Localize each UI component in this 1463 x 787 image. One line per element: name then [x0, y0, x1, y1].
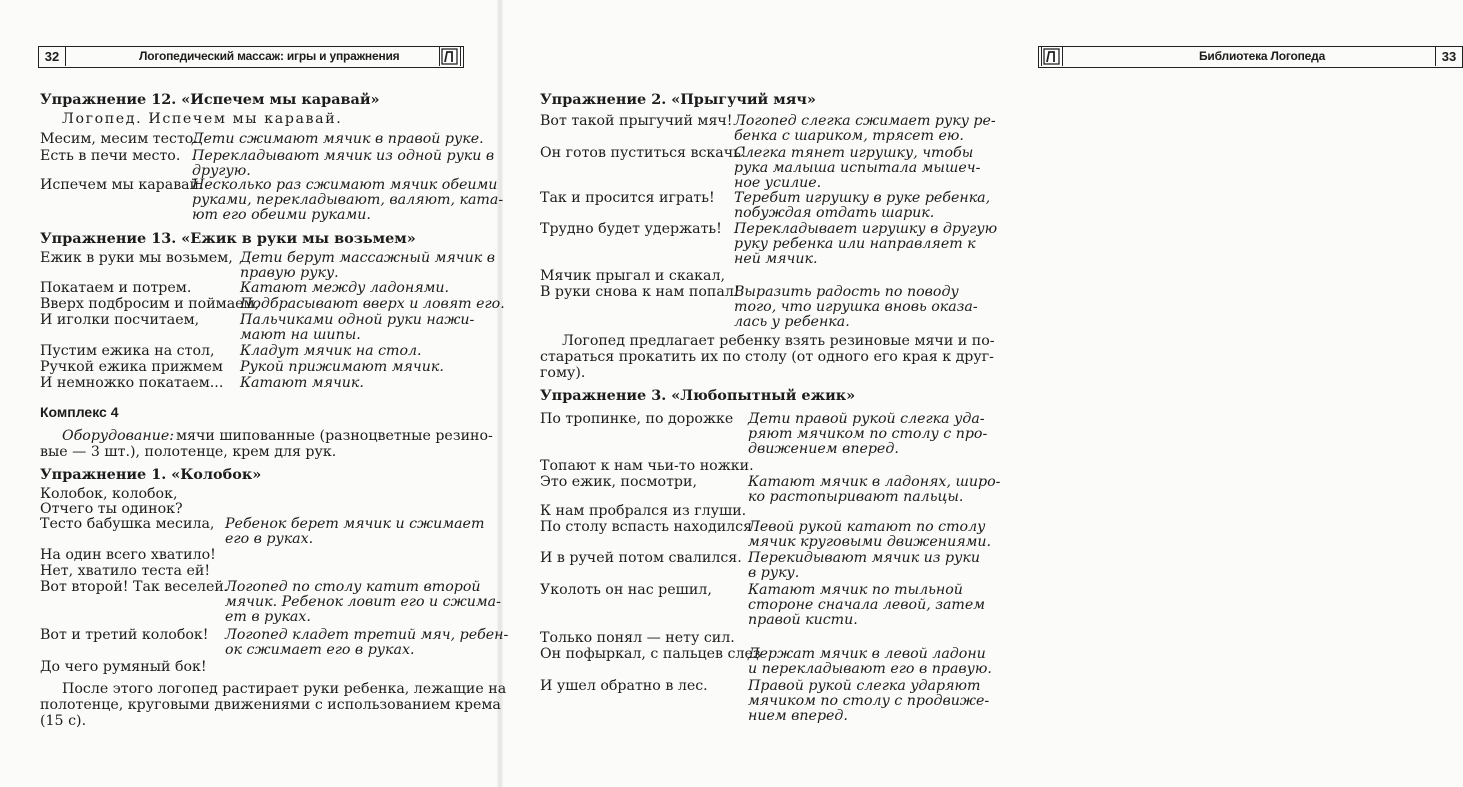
- action-line: Дети правой рукой слегка уда-: [748, 411, 985, 427]
- verse-line: Топают к нам чьи-то ножки.: [540, 458, 754, 474]
- action-line: мячик круговыми движениями.: [748, 534, 992, 550]
- action-line: движением вперед.: [748, 441, 899, 457]
- verse-line: Месим, месим тесто.: [40, 131, 198, 147]
- verse-line: Ежик в руки мы возьмем,: [40, 250, 233, 266]
- action-line: Выразить радость по поводу: [734, 284, 959, 300]
- verse-line: Он пофыркал, с пальцев слез: [540, 646, 761, 662]
- action-line: ет в руках.: [225, 609, 311, 625]
- action-line: Рукой прижимают мячик.: [240, 359, 444, 375]
- verse-line: По столу вспасть находился: [540, 519, 753, 535]
- verse-line: Пустим ежика на стол,: [40, 343, 215, 359]
- verse-line: И ушел обратно в лес.: [540, 678, 708, 694]
- action-line: Дети берут массажный мячик в: [240, 250, 495, 266]
- verse-line: Вверх подбросим и поймаем,: [40, 296, 260, 312]
- equipment-text: вые — 3 шт.), полотенце, крем для рук.: [40, 444, 337, 460]
- verse-line: По тропинке, по дорожке: [540, 411, 734, 427]
- paragraph-line: Логопед предлагает ребенку взять резиновые мячи и по-: [562, 333, 995, 349]
- paragraph-line: гому).: [540, 365, 586, 381]
- running-header: [38, 46, 464, 68]
- action-line: мячиком по столу с продвиже-: [748, 693, 990, 709]
- action-line: Перекладывают мячик из одной руки в: [192, 148, 495, 164]
- action-line: руку ребенка или направляет к: [734, 236, 976, 252]
- action-line: Подбрасывают вверх и ловят его.: [240, 296, 505, 312]
- action-line: Теребит игрушку в руке ребенка,: [734, 190, 991, 206]
- paragraph-line: (15 с).: [40, 713, 87, 729]
- verse-line: Он готов пуститься вскачь!: [540, 145, 747, 161]
- action-line: Логопед кладет третий мяч, ребен-: [225, 627, 509, 643]
- action-line: Дети сжимают мячик в правой руке.: [192, 131, 484, 147]
- verse-line: Так и просится играть!: [540, 190, 715, 206]
- page-number: 33: [1435, 47, 1462, 66]
- action-line: Слегка тянет игрушку, чтобы: [734, 145, 974, 161]
- verse-line: Трудно будет удержать!: [540, 221, 722, 237]
- verse-line: До чего румяный бок!: [40, 659, 207, 675]
- action-line: ок сжимает его в руках.: [225, 642, 415, 658]
- verse-line: Вот такой прыгучий мяч!: [540, 113, 733, 129]
- running-header: [1038, 46, 1463, 68]
- action-line: Ребенок берет мячик и сжимает: [225, 516, 485, 532]
- equipment-label: Оборудование:: [62, 428, 175, 444]
- action-line: в руку.: [748, 565, 800, 581]
- action-line: побуждая отдать шарик.: [734, 205, 935, 221]
- speaker-line: Логопед. Испечем мы каравай.: [62, 111, 343, 127]
- verse-line: Колобок, колобок,: [40, 486, 178, 502]
- action-line: Правой рукой слегка ударяют: [748, 678, 981, 694]
- equipment-text: мячи шипованные (разноцветные резино-: [176, 428, 493, 444]
- action-line: ряют мячиком по столу с про-: [748, 426, 988, 442]
- verse-line: И в ручей потом свалился.: [540, 550, 742, 566]
- paragraph-line: полотенце, круговыми движениями с использованием крема: [40, 697, 501, 713]
- action-line: правую руку.: [240, 265, 339, 281]
- verse-line: Это ежик, посмотри,: [540, 474, 697, 490]
- exercise-title: Упражнение 3. «Любопытный ежик»: [540, 387, 856, 404]
- action-line: мячик. Ребенок ловит его и сжима-: [225, 594, 501, 610]
- verse-line: Отчего ты одинок?: [40, 501, 183, 517]
- action-line: его в руках.: [225, 531, 314, 547]
- action-line: Пальчиками одной руки нажи-: [240, 312, 475, 328]
- action-line: руками, перекладывают, валяют, ката-: [192, 192, 504, 208]
- action-line: Катают мячик по тыльной: [748, 582, 963, 598]
- paragraph-line: После этого логопед растирает руки ребенка, лежащие на: [62, 681, 507, 697]
- verse-line: На один всего хватило!: [40, 547, 216, 563]
- verse-line: Вот и третий колобок!: [40, 627, 209, 643]
- action-line: лась у ребенка.: [734, 314, 850, 330]
- action-line: Держат мячик в левой ладони: [748, 646, 986, 662]
- page-number: 32: [39, 47, 66, 66]
- action-line: Перекладывает игрушку в другую: [734, 221, 998, 237]
- verse-line: И немножко покатаем...: [40, 375, 224, 391]
- verse-line: В руки снова к нам попал!: [540, 284, 740, 300]
- section-title: Комплекс 4: [40, 404, 119, 420]
- verse-line: К нам пробрался из глуши.: [540, 503, 747, 519]
- action-line: стороне сначала левой, затем: [748, 597, 986, 613]
- exercise-title: Упражнение 1. «Колобок»: [40, 466, 262, 483]
- action-line: ное усилие.: [734, 175, 822, 191]
- verse-line: Нет, хватило теста ей!: [40, 563, 211, 579]
- action-line: бенка с шариком, трясет ею.: [734, 128, 964, 144]
- action-line: Катают мячик в ладонях, широ-: [748, 474, 1001, 490]
- running-title: Библиотека Логопеда: [1199, 49, 1326, 63]
- action-line: того, что игрушка вновь оказа-: [734, 299, 978, 315]
- exercise-title: Упражнение 2. «Прыгучий мяч»: [540, 91, 816, 108]
- exercise-title: Упражнение 13. «Ежик в руки мы возьмем»: [40, 230, 416, 247]
- action-line: ко растопыривают пальцы.: [748, 489, 964, 505]
- action-line: Катают между ладонями.: [240, 280, 449, 296]
- verse-line: Ручкой ежика прижмем: [40, 359, 223, 375]
- action-line: нием вперед.: [748, 708, 848, 724]
- action-line: другую.: [192, 163, 251, 179]
- action-line: Логопед слегка сжимает руку ре-: [734, 113, 996, 129]
- verse-line: Уколоть он нас решил,: [540, 582, 712, 598]
- running-title: Логопедический массаж: игры и упражнения: [139, 49, 400, 63]
- action-line: рука малыша испытала мышеч-: [734, 160, 981, 176]
- verse-line: Покатаем и потрем.: [40, 280, 192, 296]
- action-line: ней мячик.: [734, 251, 818, 267]
- verse-line: Испечем мы каравай.: [40, 177, 204, 193]
- action-line: Логопед по столу катит второй: [225, 579, 481, 595]
- verse-line: Вот второй! Так веселей.: [40, 579, 229, 595]
- action-line: ют его обеими руками.: [192, 207, 371, 223]
- action-line: правой кисти.: [748, 612, 858, 628]
- exercise-title: Упражнение 12. «Испечем мы каравай»: [40, 91, 380, 108]
- library-logo-icon: [439, 47, 461, 66]
- action-line: мают на шипы.: [240, 327, 361, 343]
- action-line: Перекидывают мячик из руки: [748, 550, 980, 566]
- verse-line: Тесто бабушка месила,: [40, 516, 215, 532]
- verse-line: И иголки посчитаем,: [40, 312, 200, 328]
- action-line: Несколько раз сжимают мячик обеими: [192, 177, 498, 193]
- verse-line: Есть в печи место.: [40, 148, 181, 164]
- right-page: [500, 0, 1457, 787]
- action-line: и перекладывают его в правую.: [748, 661, 992, 677]
- paragraph-line: стараться прокатить их по столу (от одного его края к друг-: [540, 349, 994, 365]
- left-page: [0, 0, 509, 787]
- action-line: Кладут мячик на стол.: [240, 343, 422, 359]
- action-line: Левой рукой катают по столу: [748, 519, 986, 535]
- verse-line: Мячик прыгал и скакал,: [540, 268, 726, 284]
- library-logo-icon: [1041, 47, 1063, 66]
- action-line: Катают мячик.: [240, 375, 364, 391]
- verse-line: Только понял — нету сил.: [540, 630, 735, 646]
